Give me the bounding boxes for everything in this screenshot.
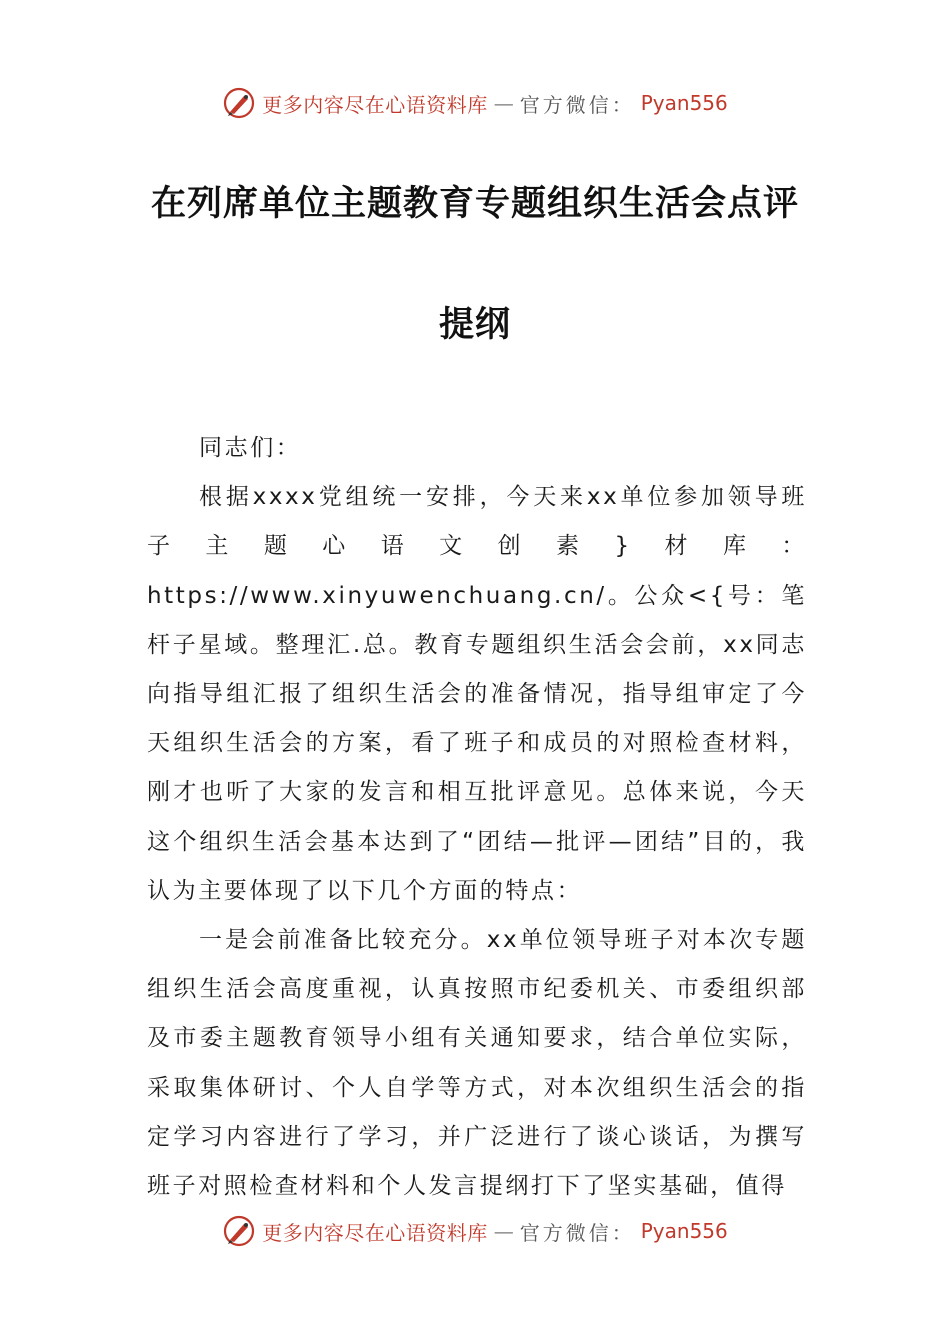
banner-text: 更多内容尽在心语资料库 — [262, 1220, 488, 1245]
banner-dash: — — [493, 1219, 514, 1243]
header-banner — [0, 83, 950, 123]
pen-logo-icon — [222, 86, 256, 120]
banner-wechat-label: 官方微信： — [519, 92, 635, 117]
document-title-line-1: 在列席单位主题教育专题组织生活会点评 — [150, 184, 799, 224]
document-body — [147, 424, 807, 1211]
banner-dash: — — [493, 91, 514, 115]
paragraph-2: 一是会前准备比较充分。xx单位领导班子对本次专题组织生活会高度重视，认真按照市纪委机关、市委组织部及市委主题教育领导小组有关通知要求，结合单位实际，采取集体研讨、个人自学等方式，对本次组织生活会的指定学习内容进行了学习，并广泛进行了谈心谈话，为撰写班子对照检查材料和个人发言提纲打下了坚实基础，值得 — [147, 927, 807, 1200]
banner-text: 更多内容尽在心语资料库 — [262, 92, 488, 117]
footer-banner — [0, 1211, 950, 1251]
paragraph-1: 根据xxxx党组统一安排，今天来xx单位参加领导班子主题心语文创素}材库：https://www.xinyuwenchuang.cn/。公众<{号：笔杆子星域。整理汇.总。教育专题组织生活会会前，xx同志向指导组汇报了组织生活会的准备情况，指导组审定了今天组织生活会的方案，看了班子和成员的对照检查材料，刚才也听了大家的发言和相互批评意见。总体来说，今天这个组织生活会基本达到了“团结—批评—团结”目的，我认为主要体现了以下几个方面的特点： — [147, 484, 807, 904]
banner-wechat-id: Pyan556 — [640, 91, 728, 115]
pen-logo-icon — [222, 1214, 256, 1248]
banner-wechat-id: Pyan556 — [640, 1219, 728, 1243]
greeting: 同志们： — [199, 435, 302, 461]
document-title-line-2: 提纲 — [438, 305, 511, 345]
banner-wechat-label: 官方微信： — [519, 1220, 635, 1245]
